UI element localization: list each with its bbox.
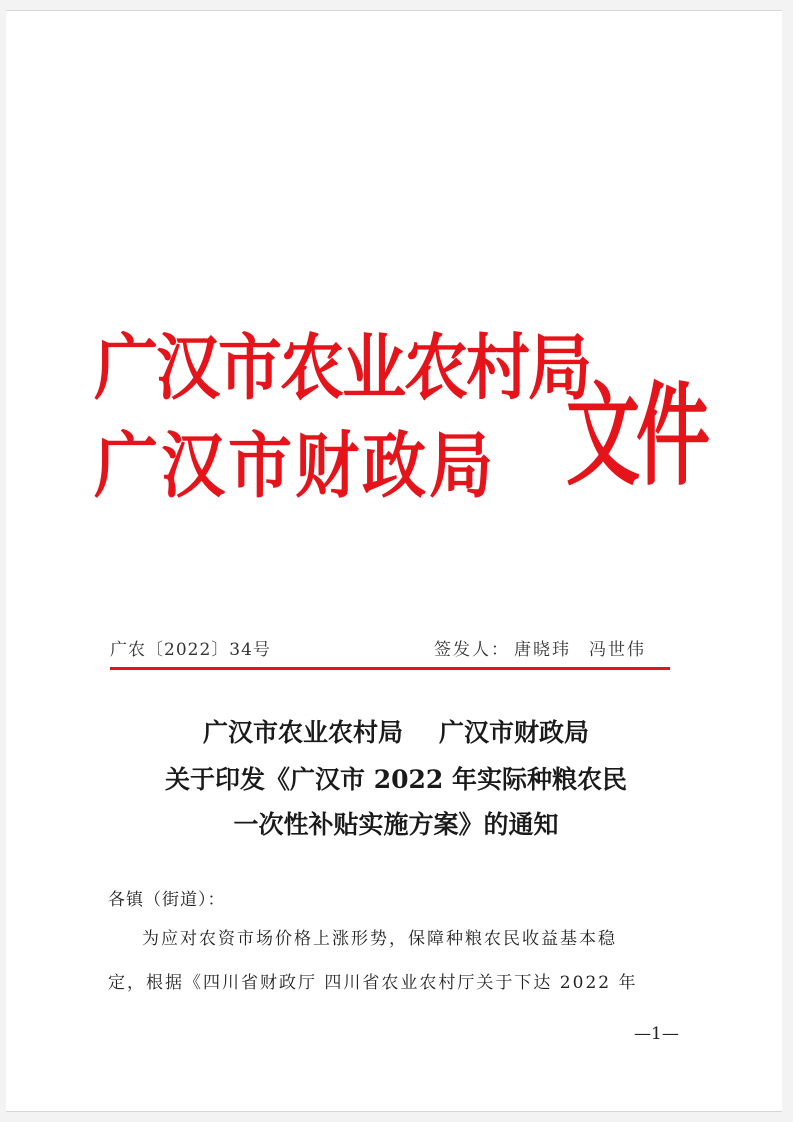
signer-name: 唐晓玮 (514, 640, 571, 660)
document-title-line: 一次性补贴实施方案》的通知 (233, 810, 559, 839)
signer-name: 冯世伟 (589, 640, 646, 660)
title-issuer-a: 广汉市农业农村局 (202, 718, 403, 747)
document-page (6, 10, 782, 1112)
document-number: 广农〔2022〕34号 (110, 640, 271, 660)
page-number: —1— (634, 1024, 679, 1044)
red-divider (110, 667, 670, 670)
issuer-name-finance: 广汉市财政局 (94, 425, 496, 509)
signer-row (434, 635, 646, 660)
signer-label: 签发人： (434, 640, 510, 660)
issuer-name-agriculture: 广汉市农业农村局 (94, 327, 590, 411)
body-text-line: 定，根据《四川省财政厅 四川省农业农村厅关于下达 2022 年 (108, 973, 638, 993)
document-title-line: 关于印发《广汉市 2022 年实际种粮农民 (165, 765, 627, 794)
title-issuer-b: 广汉市财政局 (439, 718, 590, 747)
document-title-line (6, 713, 786, 749)
red-header (94, 323, 704, 533)
salutation: 各镇（街道）： (108, 890, 226, 910)
body-text-line: 为应对农资市场价格上涨形势，保障种粮农民收益基本稳 (142, 929, 617, 949)
document-word: 文件 (566, 372, 706, 501)
